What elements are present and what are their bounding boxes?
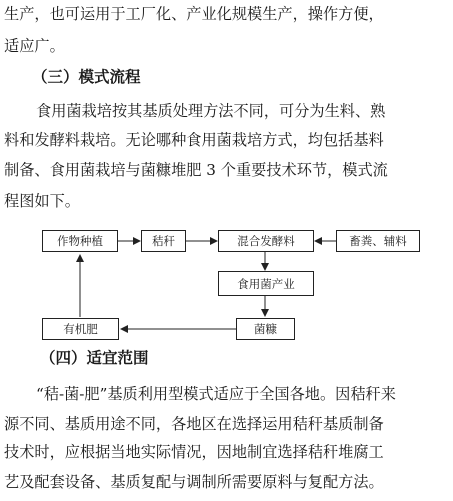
text-line: 适应广。 <box>4 37 65 55</box>
text-line: 艺及配套设备、基质复配与调制所需要原料与复配方法。 <box>4 473 384 491</box>
node-manure: 畜粪、辅料 <box>336 230 420 252</box>
text-line: “秸-菌-肥”基质利用型模式适应于全国各地。因秸秆来 <box>36 385 396 403</box>
node-residue: 菌糠 <box>236 318 295 340</box>
node-fertilizer: 有机肥 <box>42 318 119 340</box>
node-straw: 秸秆 <box>141 230 186 252</box>
text-line: 生产，也可运用于工厂化、产业化规模生产，操作方便， <box>4 5 384 23</box>
text-line: 食用菌栽培按其基质处理方法不同，可分为生料、熟 <box>36 102 386 120</box>
text-line: 技术时，应根据当地实际情况，因地制宜选择秸秆堆腐工 <box>4 443 384 461</box>
text-line: 料和发酵料栽培。无论哪种食用菌栽培方式，均包括基料 <box>4 131 384 149</box>
node-crops: 作物种植 <box>42 230 118 252</box>
node-mushroom-industry: 食用菌产业 <box>218 271 314 296</box>
section-heading-4: （四）适宜范围 <box>40 349 149 367</box>
text-line: 程图如下。 <box>4 192 80 210</box>
node-mix: 混合发酵料 <box>218 230 314 252</box>
text-line: 制备、食用菌栽培与菌糠堆肥 3 个重要技术环节，模式流 <box>4 161 388 179</box>
text-line: 源不同、基质用途不同，各地区在选择运用秸秆基质制备 <box>4 415 384 433</box>
section-heading-3: （三）模式流程 <box>32 68 141 86</box>
